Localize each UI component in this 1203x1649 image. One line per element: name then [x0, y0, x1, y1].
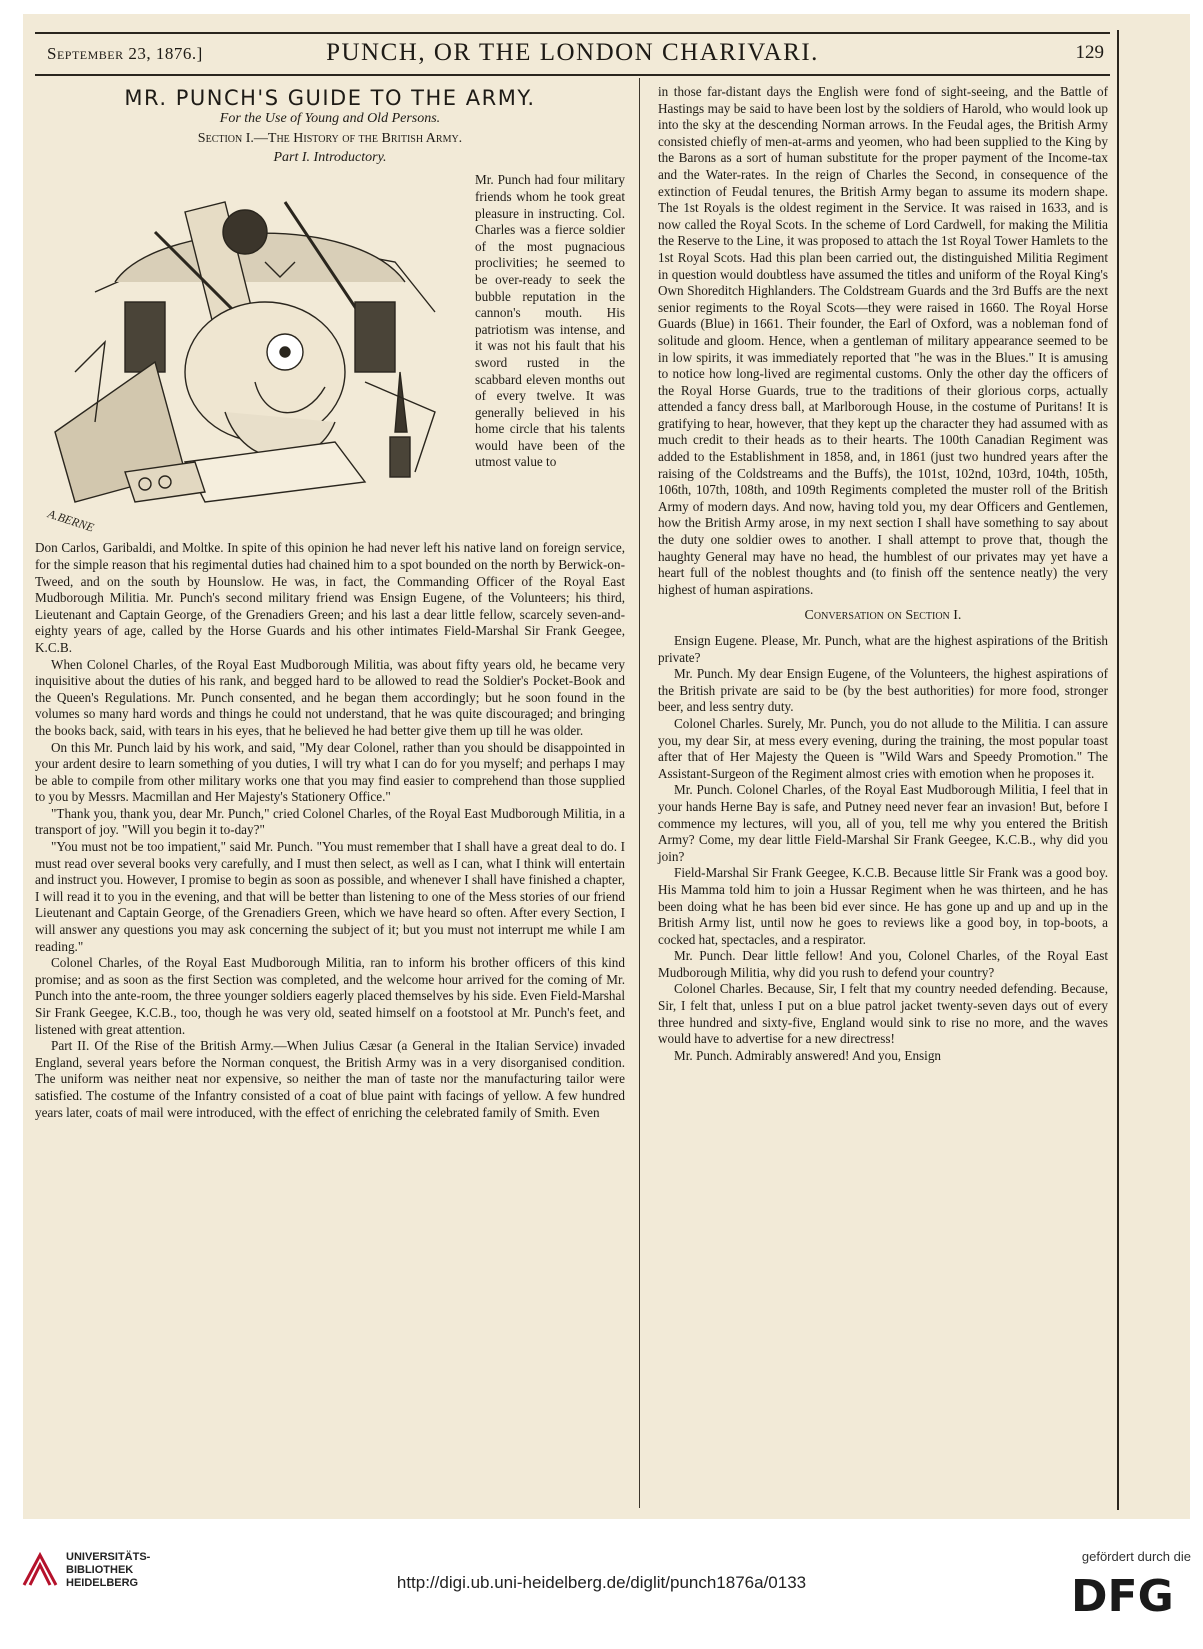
left-column [35, 84, 625, 1121]
conversation-line: Field-Marshal Sir Frank Geegee, K.C.B. Because little Sir Frank was a good boy. His Mamma told him to join a Hussar Regiment when he was thirteen, and he has been doing what he has been bid ever since. He has gone up and up and up in the British Army list, until now he goes to reviews like a good boy, in top-boots, a cocked hat, spectacles, and a respirator. [658, 865, 1108, 947]
column-divider [639, 78, 640, 1508]
header-title: PUNCH, OR THE LONDON CHARIVARI. [326, 39, 819, 66]
conversation-line: Mr. Punch. My dear Ensign Eugene, of the Volunteers, the highest aspirations of the British private are said to be (by the best authorities) for more food, stronger beer, and less sentry duty. [658, 666, 1108, 715]
section-heading: Section I.—The History of the British Army. [197, 131, 463, 147]
newspaper-page [23, 14, 1190, 1519]
article-title: MR. PUNCH'S GUIDE TO THE ARMY. [124, 86, 536, 110]
right-paragraph: in those far-distant days the English were fond of sight-seeing, and the Battle of Hastings may be said to have been lost by the soldiers of Harold, who would look up into the sky at the descending Norman arrows. In the Feudal ages, the British Army consisted chiefly of men-at-arms and yeomen, who had been supplied to the King by the Barons as a sort of human substitute for the proper payment of the Income-tax and the Water-rates. In the reign of Charles the Second, in consequence of the extinction of Feudal tenures, the British Army began to assume its modern shape. The 1st Royals is the oldest regiment in the Service. It was raised in 1633, and is now called the Royal Scots. In the scheme of Lord Cardwell, for making the Militia the Reserve to the Line, it was proposed to attach the 1st Royal Tower Hamlets to the 1st Royal Scots. Had this plan been carried out, the distinguished Militia Regiment in question would doubtless have assumed the titles and uniform of the Royal King's Own Shoreditch Highlanders. The Coldstream Guards and the 3rd Buffs are the next senior regiments to the Royal Scots—they were raised in 1660. The Royal Horse Guards (Blue) in 1661. Their founder, the Earl of Oxford, was a nobleman fond of solitude and gloom. Hence, when a gentleman of military appearance seemed to be in low spirits, it was immediately reported that "he was in the Blues." It is amusing to notice how long-lived are regimental customs. Only the other day the officers of the Royal Horse Guards, true to the traditions of their glorious corps, actually attended a fancy dress ball, at Marlborough House, in the costume of Puritans! It is gratifying to hear, however, that they kept up the character they had assumed with as much credit to their heads as to their hearts. The 100th Canadian Regiment was added to the Establishment in 1858, and, in 1861 (just two hundred years after the raising of the Coldstreams and the Buffs), the 101st, 102nd, 103rd, 104th, 105th, 106th, 107th, 108th, and 109th Regiments completed the muster roll of the British Army of modern days. And now, having told you, my dear Officers and Gentlemen, how the British Army arose, in my next section I shall have something to say about the duty one soldier owes to another. I shall attempt to prove that, though the haughty General may have no head, the humblest of our privates may yet have a heart full of the noblest thoughts and (to finish off the sentence neatly) the very highest of human aspirations. [658, 84, 1108, 597]
left-paragraph: On this Mr. Punch laid by his work, and said, "My dear Colonel, rather than you should be disappointed in your ardent desire to learn something of you duties, I will try what I can do for you myself; and perhaps I may be able to compile from other military works one that you may find easier to comprehend than those supplied to you by Messrs. Macmillan and Her Majesty's Stationery Office." [35, 739, 625, 805]
dfg-logo-text: DFG [1071, 1571, 1174, 1617]
funding-label: gefördert durch die [1081, 1549, 1191, 1564]
permalink-url[interactable]: http://digi.ub.uni-heidelberg.de/diglit/punch1876a/0133 [396, 1573, 807, 1592]
left-paragraph: When Colonel Charles, of the Royal East Mudborough Militia, was about fifty years old, he became very inquisitive about the duties of his rank, and begged hard to be allowed to read the Soldier's Pocket-Book and the Queen's Regulations. Mr. Punch consented, and he began them accordingly; but he soon found in the volumes so many hard words and things he could not understand, that he was quite discouraged; and bringing the books back, said, with tears in his eyes, that he believed he had better give them up till he was older. [35, 656, 625, 738]
page-edge-rule [1117, 30, 1119, 1510]
page-number: 129 [1075, 42, 1104, 63]
dfg-logo-icon [1071, 1569, 1191, 1617]
illustration-signature: A.BERNE [46, 506, 96, 535]
conversation-line: Mr. Punch. Admirably answered! And you, Ensign [674, 1047, 942, 1063]
conversation-heading: Conversation on Section I. [804, 608, 962, 624]
intro-paragraph: Mr. Punch had four military friends whom he took great pleasure in instructing. Col. Charles was a fierce soldier of the most pugnacious proclivities; he seemed to be over-ready to seek the bubble reputation in the cannon's mouth. His patriotism was intense, and it was not his fault that his sword rusted in the scabbard eleven months out of every twelve. It was generally believed in his home circle that his talents would have been of the utmost value to [475, 172, 625, 470]
left-paragraph: Don Carlos, Garibaldi, and Moltke. In spite of this opinion he had never left his native land on foreign service, for the simple reason that his regimental duties had chained him to a spot bounded on the north by Berwick-on-Tweed, and on the south by Hounslow. He was, in fact, the Commanding Officer of the Royal East Mudborough Militia. Mr. Punch's second military friend was Ensign Eugene, of the Volunteers; his third, Lieutenant and Captain George, of the Grenadiers Green; and his last a dear little fellow, scarcely seven-and-eighty years of age, called by the Horse Guards and his other intimates Field-Marshal Sir Frank Geegee, K.C.B. [35, 540, 625, 655]
part-heading: Part I. Introductory. [273, 149, 387, 165]
institution-line: BIBLIOTHEK [66, 1564, 134, 1576]
right-column [658, 84, 1108, 1064]
institution-line: UNIVERSITÄTS- [66, 1551, 151, 1563]
header-date: September 23, 1876.] [47, 44, 203, 63]
institution-line: HEIDELBERG [66, 1577, 139, 1589]
punch-caricature-illustration [35, 172, 467, 540]
conversation-line: Mr. Punch. Colonel Charles, of the Royal East Mudborough Militia, I feel that in your hands Herne Bay is safe, and Putney need never fear an invasion! But, before I commence my lectures, will you, all of you, tell me why you entered the British Army? Come, my dear little Field-Marshal Sir Frank Geegee, K.C.B., why did you join? [658, 782, 1108, 864]
left-paragraph: Colonel Charles, of the Royal East Mudborough Militia, ran to inform his brother officers of this kind promise; and as soon as the first Section was completed, and the welcome hour arrived for the coming of Mr. Punch into the ante-room, the three younger soldiers eagerly placed themselves by his side. Even Field-Marshal Sir Frank Geegee, K.C.B., too, though he was very old, seated himself on a footstool at Mr. Punch's feet, and listened with great attention. [35, 955, 625, 1037]
article-subtitle: For the Use of Young and Old Persons. [219, 110, 441, 126]
left-paragraph: "You must not be too impatient," said Mr. Punch. "You must remember that I shall have a great deal to do. I must read over several books very carefully, and I must then select, as well as I can, what I think will entertain and instruct you. However, I promise to begin as soon as possible, and whenever I shall have finished a chapter, I will read it to you in the evening, and that will be better than listening to one of the Mess stories of our friend Lieutenant and Captain George, of the Grenadiers Green, which we have heard so often. After every Section, I will answer any questions you may ask concerning the subject of it; but you must not interrupt me while I am reading." [35, 839, 625, 954]
conversation-line: Colonel Charles. Surely, Mr. Punch, you do not allude to the Militia. I can assure you, my dear Sir, at mess every evening, during the training, the most popular toast after that of Her Majesty the Queen is "Wild Wars and Speedy Promotion." The Assistant-Surgeon of the Regiment almost cries with emotion when he proposes it. [658, 715, 1108, 781]
illustration-wrap [35, 172, 625, 540]
conversation-line: Ensign Eugene. Please, Mr. Punch, what are the highest aspirations of the British private? [658, 633, 1108, 665]
conversation-line: Mr. Punch. Dear little fellow! And you, Colonel Charles, of the Royal East Mudborough Militia, why did you rush to defend your country? [658, 948, 1108, 980]
page-header [35, 32, 1110, 76]
conversation-line: Colonel Charles. Because, Sir, I felt that my country needed defending. Because, Sir, I felt that, unless I put on a blue patrol jacket twenty-seven days out of every three hundred and sixty-five, England would sink to rise no more, and the waves would have to advertise for a new directress! [658, 981, 1108, 1047]
left-paragraph: "Thank you, thank you, dear Mr. Punch," cried Colonel Charles, of the Royal East Mudborough Militia, in a transport of joy. "Will you begin it to-day?" [35, 805, 625, 838]
digitization-footer [0, 1519, 1203, 1649]
left-paragraph: Part II. Of the Rise of the British Army.—When Julius Cæsar (a General in the Italian Service) invaded England, several years before the Norman conquest, the British Army was in a very disorganised condition. The uniform was neither neat nor expensive, so neither the man of taste nor the manufacturing tailor were satisfied. The costume of the Infantry consisted of a coat of blue paint with facings of yellow. A few hundred years later, coats of mail were introduced, with the effect of enriching the celebrated family of Smith. Even [35, 1038, 625, 1120]
